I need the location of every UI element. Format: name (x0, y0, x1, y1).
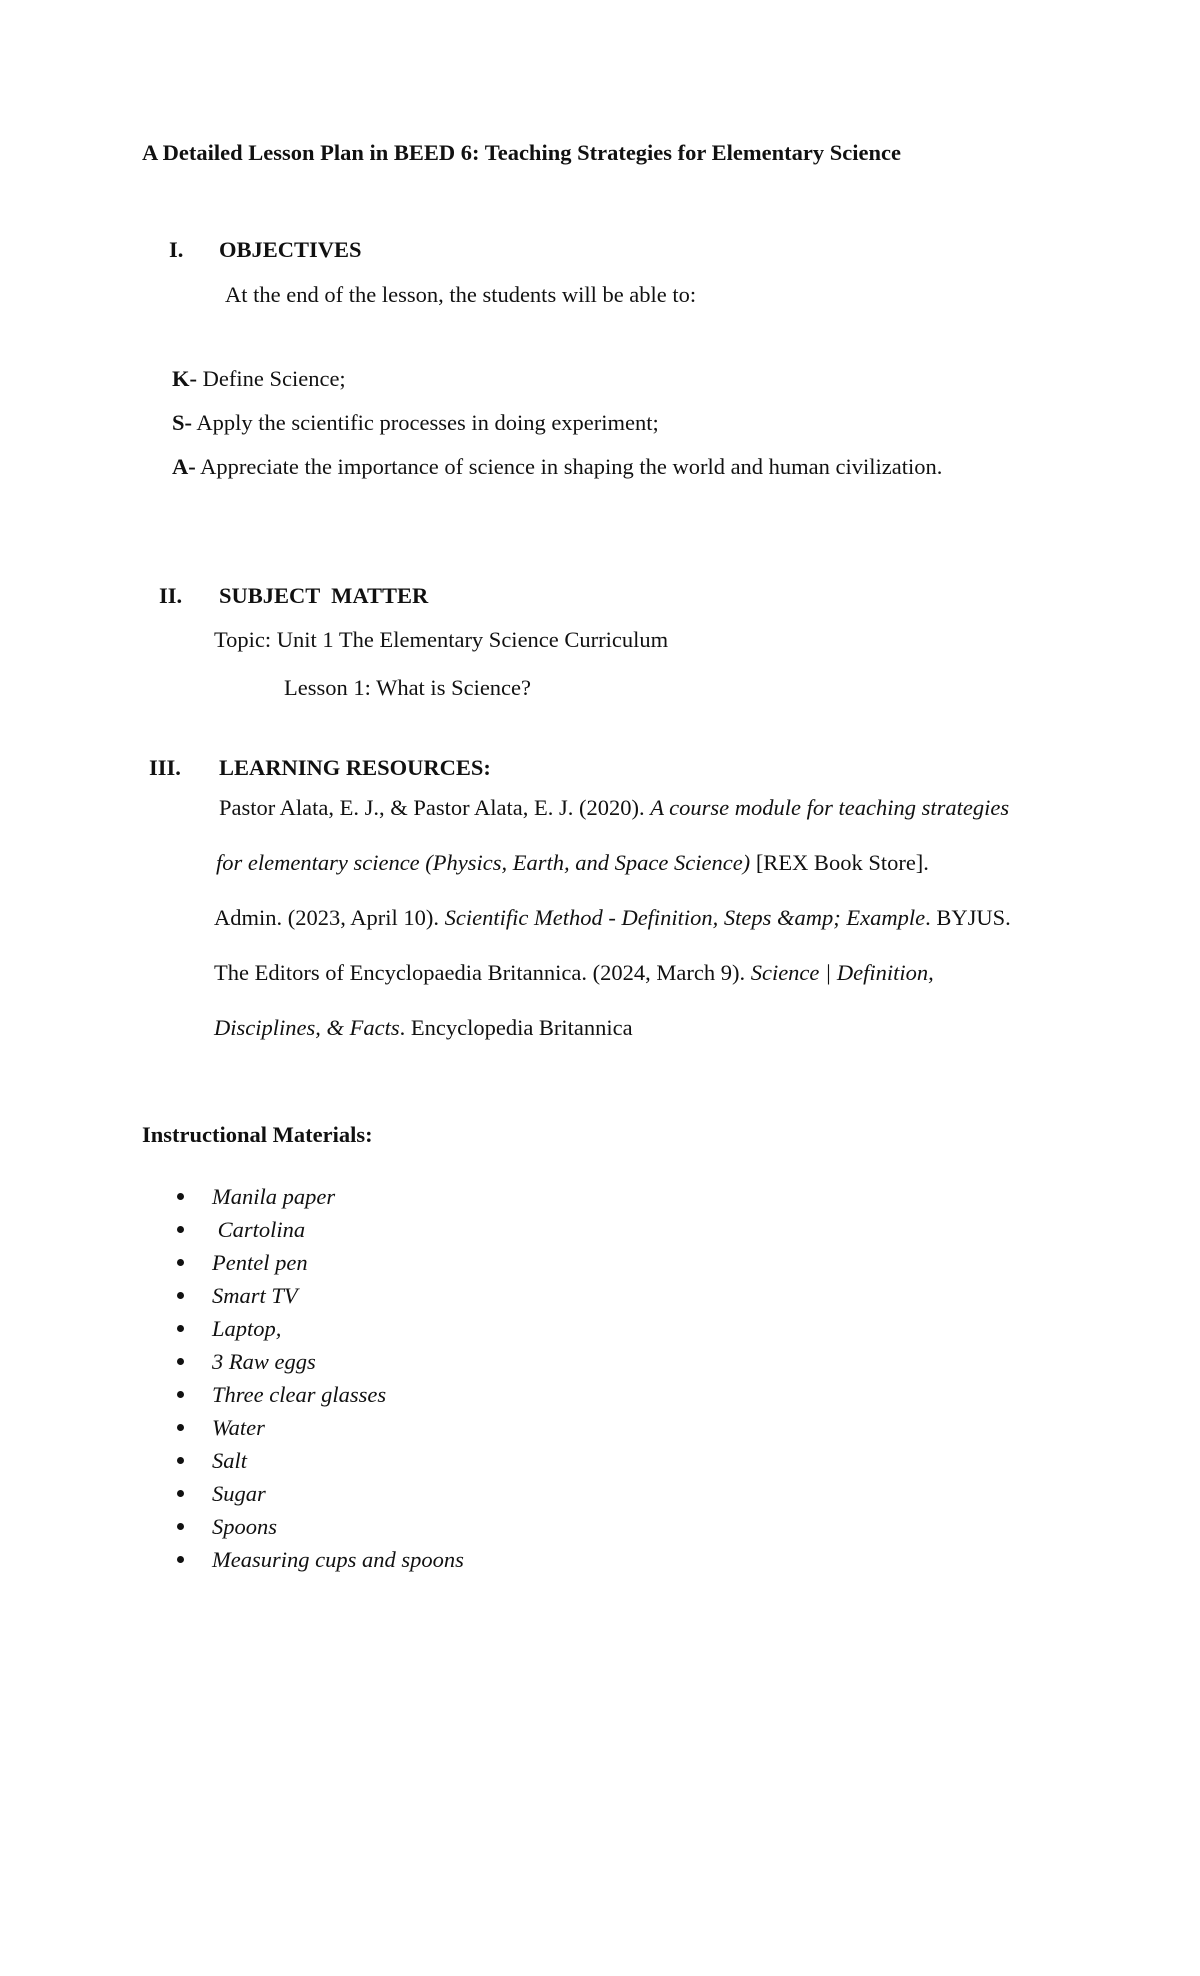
material-name: Salt (212, 1448, 248, 1473)
reference-text: Pastor Alata, E. J., & Pastor Alata, E. J. (2020). (219, 795, 651, 820)
objectives-number: I. (169, 237, 184, 262)
document-title: A Detailed Lesson Plan in BEED 6: Teaching Strategies for Elementary Science (142, 140, 901, 165)
material-name: Three clear glasses (212, 1382, 387, 1407)
list-item (176, 1411, 464, 1444)
bullet-icon (177, 1259, 184, 1266)
objective-text: Appreciate the importance of science in shaping the world and human civilization. (195, 454, 943, 479)
reference-title: Scientific Method - Definition, Steps &amp; Example (444, 905, 926, 930)
list-item (176, 1279, 464, 1312)
material-name: Spoons (212, 1514, 278, 1539)
list-item (176, 1246, 464, 1279)
reference-title: Science | Definition, (750, 960, 934, 985)
material-name: Laptop, (212, 1316, 282, 1341)
reference-3-line-1 (214, 960, 934, 986)
material-name: Measuring cups and spoons (212, 1547, 464, 1572)
material-name: Sugar (212, 1481, 266, 1506)
subject-matter-heading: SUBJECT MATTER (219, 583, 429, 608)
subject-matter-number: II. (159, 583, 183, 608)
reference-text: . BYJUS. (925, 905, 1011, 930)
reference-1-line-1 (219, 795, 1009, 821)
reference-text: Admin. (2023, April 10). (214, 905, 445, 930)
objective-attitude (172, 454, 942, 480)
bullet-icon (177, 1490, 184, 1497)
objective-text: Apply the scientific processes in doing experiment; (192, 410, 659, 435)
list-item (176, 1345, 464, 1378)
bullet-icon (177, 1457, 184, 1464)
objective-skill (172, 410, 659, 436)
list-item (176, 1213, 464, 1246)
list-item (176, 1444, 464, 1477)
bullet-icon (177, 1292, 184, 1299)
bullet-icon (177, 1226, 184, 1233)
subject-matter-topic: Topic: Unit 1 The Elementary Science Curriculum (214, 627, 669, 652)
objectives-intro: At the end of the lesson, the students will be able to: (225, 282, 697, 307)
list-item (176, 1312, 464, 1345)
reference-text: [REX Book Store]. (750, 850, 929, 875)
reference-text: . Encyclopedia Britannica (399, 1015, 633, 1040)
reference-title: for elementary science (Physics, Earth, and Space Science) (216, 850, 751, 875)
material-name: Manila paper (212, 1184, 336, 1209)
material-name: 3 Raw eggs (212, 1349, 316, 1374)
objective-label: A- (172, 454, 196, 479)
objective-text: Define Science; (197, 366, 346, 391)
material-name: Smart TV (212, 1283, 298, 1308)
bullet-icon (177, 1325, 184, 1332)
bullet-icon (177, 1391, 184, 1398)
objective-label: S- (172, 410, 193, 435)
material-name: Pentel pen (212, 1250, 308, 1275)
list-item (176, 1477, 464, 1510)
objective-knowledge (172, 366, 346, 392)
bullet-icon (177, 1523, 184, 1530)
reference-title: Disciplines, & Facts (214, 1015, 400, 1040)
instructional-materials-list (176, 1180, 464, 1576)
reference-title: A course module for teaching strategies (650, 795, 1010, 820)
list-item (176, 1543, 464, 1576)
learning-resources-number: III. (149, 755, 181, 780)
objectives-heading: OBJECTIVES (219, 237, 362, 262)
objective-label: K- (172, 366, 197, 391)
list-item (176, 1180, 464, 1213)
material-name: Water (212, 1415, 265, 1440)
list-item (176, 1378, 464, 1411)
bullet-icon (177, 1358, 184, 1365)
bullet-icon (177, 1193, 184, 1200)
reference-3-line-2 (214, 1015, 633, 1041)
reference-1-line-2 (216, 850, 929, 876)
reference-2 (214, 905, 1011, 931)
bullet-icon (177, 1556, 184, 1563)
bullet-icon (177, 1424, 184, 1431)
learning-resources-heading: LEARNING RESOURCES: (219, 755, 491, 780)
material-name: Cartolina (212, 1217, 306, 1242)
list-item (176, 1510, 464, 1543)
instructional-materials-heading: Instructional Materials: (142, 1122, 373, 1147)
reference-text: The Editors of Encyclopaedia Britannica. (2024, March 9). (214, 960, 751, 985)
subject-matter-lesson: Lesson 1: What is Science? (284, 675, 532, 700)
